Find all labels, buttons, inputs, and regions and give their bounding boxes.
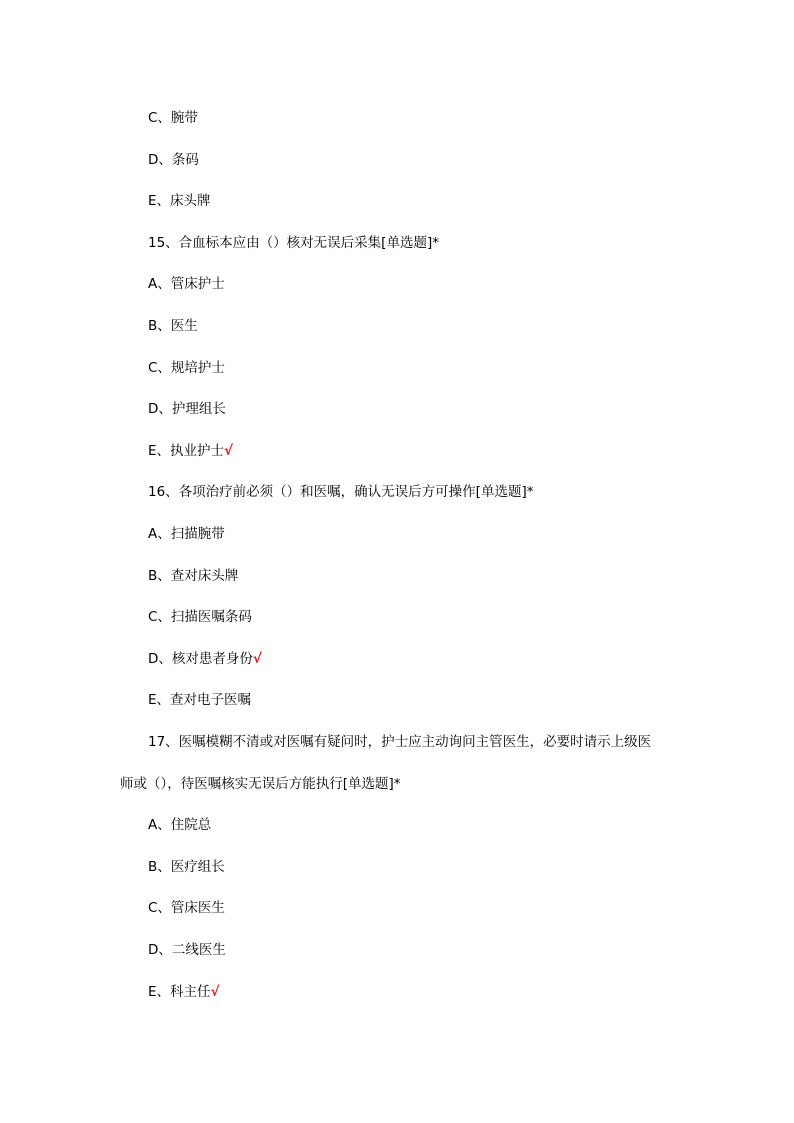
option-line-correct: D、核对患者身份√ bbox=[148, 651, 262, 667]
option-line-correct: E、科主任√ bbox=[148, 984, 220, 1000]
option-line: C、管床医生 bbox=[148, 900, 225, 916]
option-line: D、二线医生 bbox=[148, 942, 226, 958]
option-line: A、住院总 bbox=[148, 817, 212, 833]
correct-check-icon: √ bbox=[210, 984, 220, 1000]
option-line: B、医生 bbox=[148, 318, 198, 334]
option-line: E、查对电子医嘱 bbox=[148, 692, 252, 708]
option-line: D、条码 bbox=[148, 152, 199, 168]
option-line: C、扫描医嘱条码 bbox=[148, 609, 252, 625]
question-line: 17、医嘱模糊不清或对医嘱有疑问时，护士应主动询问主管医生，必要时请示上级医 bbox=[148, 734, 652, 750]
correct-check-icon: √ bbox=[224, 443, 234, 459]
option-line: C、腕带 bbox=[148, 110, 198, 126]
question-line: 15、合血标本应由（）核对无误后采集[单选题]* bbox=[148, 235, 439, 251]
question-line-continued: 师或（），待医嘱核实无误后方能执行[单选题]* bbox=[120, 776, 401, 792]
option-line: B、医疗组长 bbox=[148, 859, 225, 875]
option-line: E、床头牌 bbox=[148, 193, 211, 209]
question-line: 16、各项治疗前必须（）和医嘱，确认无误后方可操作[单选题]* bbox=[148, 484, 534, 500]
correct-check-icon: √ bbox=[252, 651, 262, 667]
option-line: D、护理组长 bbox=[148, 401, 226, 417]
option-line: C、规培护士 bbox=[148, 360, 225, 376]
option-line-correct: E、执业护士√ bbox=[148, 443, 234, 459]
option-line: B、查对床头牌 bbox=[148, 568, 239, 584]
option-line: A、扫描腕带 bbox=[148, 526, 225, 542]
option-line: A、管床护士 bbox=[148, 276, 225, 292]
